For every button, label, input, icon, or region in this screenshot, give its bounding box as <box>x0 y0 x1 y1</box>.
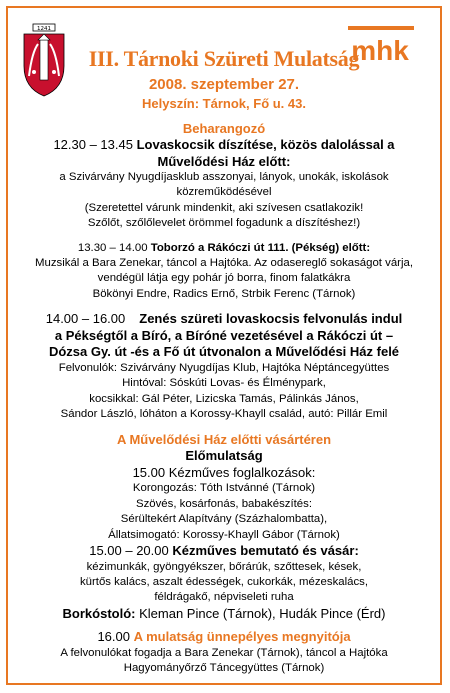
s3-line-3: kocsikkal: Gál Péter, Lizicska Tamás, Pálinkás János, <box>89 392 359 405</box>
s1-line-1: a Szivárvány Nyugdíjasklub asszonyai, lányok, unokák, iskolások <box>59 171 389 183</box>
s3-time: 14.00 – 16.00 <box>45 311 126 327</box>
s1-line-3: (Szeretettel várunk mindenkit, aki szívesen csatlakozik! <box>84 201 364 214</box>
s5-time: 16.00 <box>97 629 134 645</box>
s4-line-2: Korongozás: Tóth Istvánné (Tárnok) <box>132 482 316 495</box>
s2-time: 13.30 – 14.00 <box>77 241 151 254</box>
s4-line-5: Állatsimogató: Korossy-Khayll Gábor (Tárnok) <box>108 528 340 541</box>
s2-line-3: Bökönyi Endre, Radics Ernő, Strbik Ferenc (Tárnok) <box>92 287 356 300</box>
event-title: III. Tárnoki Szüreti Mulatság <box>88 46 360 71</box>
s5-title-line <box>8 629 440 646</box>
s2-title-line <box>8 241 440 256</box>
s4-time2: 15.00 – 20.00 <box>89 543 173 558</box>
s1-title-a: Lovaskocsik díszítése, közös dalolással a <box>136 137 395 152</box>
s3-line-1: Felvonulók: Szivárvány Nyugdíjas Klub, Hajtóka Néptáncegyüttes <box>58 361 390 374</box>
event-date: 2008. szeptember 27. <box>148 76 300 93</box>
s1-time: 12.30 – 13.45 <box>53 137 137 152</box>
s2-title: Toborzó a Rákóczi út 111. (Pékség) előtt: <box>150 241 371 254</box>
s4-line-4: Sérültekért Alapítvány (Százhalombatta), <box>120 513 328 526</box>
event-location: Helyszín: Tárnok, Fő u. 43. <box>142 96 306 111</box>
s1-line-4: Szőlőt, szőlőlevelet örömmel fogadunk a díszítéshez!) <box>87 217 361 230</box>
s4-line-1: 15.00 Kézműves foglalkozások: <box>132 464 316 480</box>
s4-subheading: Előmulatság <box>185 448 263 464</box>
s3-line-4: Sándor László, lóháton a Korossy-Khayll család, autó: Pillár Emil <box>60 407 388 420</box>
s3-title-a: Zenés szüreti lovaskocsis felvonulás indul <box>139 311 403 327</box>
s4-line-8: féldrágakő, népviseleti ruha <box>154 591 294 604</box>
s3-title-c: Dózsa Gy. út -és a Fő út útvonalon a Művelődési Ház felé <box>48 344 400 360</box>
s1-title-line <box>8 137 440 154</box>
s3-title-line <box>8 311 440 328</box>
section-heading-vasarter: A Művelődési Ház előtti vásártéren <box>116 432 332 448</box>
s5-line-2: Hagyományőrző Táncegyüttes (Tárnok) <box>123 662 325 675</box>
s4-title2: Kézműves bemutató és vásár: <box>172 543 359 558</box>
s4-borkostolo <box>8 606 440 623</box>
logo-text: mhk <box>351 35 409 66</box>
s4-title2-line <box>8 543 440 560</box>
bor-label: Borkóstoló: <box>62 605 136 621</box>
s2-line-2: vendégül látja egy pohár jó borra, finom falatkákra <box>97 272 351 285</box>
s2-line-1: Muzsikál a Bara Zenekar, táncol a Hajtóka. Az odasereglő sokaságot várja, <box>35 257 413 270</box>
s1-line-2: közreműködésével <box>176 186 272 199</box>
s5-line-1: A felvonulókat fogadja a Bara Zenekar (Tárnok), táncol a Hajtóka <box>60 646 388 659</box>
program-content <box>8 120 440 677</box>
s3-title-b: a Pékségtől a Bíró, a Bíróné vezetésével a Rákóczi út – <box>54 327 394 343</box>
bor-text: Kleman Pince (Tárnok), Hudák Pince (Érd) <box>135 605 386 621</box>
section-heading-beharangozo: Beharangozó <box>182 121 266 136</box>
s1-title-b: Művelődési Ház előtt: <box>157 153 291 169</box>
s4-line-3: Szövés, kosárfonás, babakészítés: <box>135 497 312 510</box>
poster-frame <box>6 6 442 685</box>
s4-line-7: kürtős kalács, aszalt édességek, cukorkák, mézeskalács, <box>79 575 369 588</box>
crest-year: 1241 <box>37 26 51 32</box>
s3-line-2: Hintóval: Sóskúti Lovas- és Élménypark, <box>122 377 326 390</box>
s5-title: A mulatság ünnepélyes megnyitója <box>133 629 351 645</box>
s4-line-6: kézimunkák, gyöngyékszer, bőrárúk, szőttesek, kések, <box>86 560 362 573</box>
